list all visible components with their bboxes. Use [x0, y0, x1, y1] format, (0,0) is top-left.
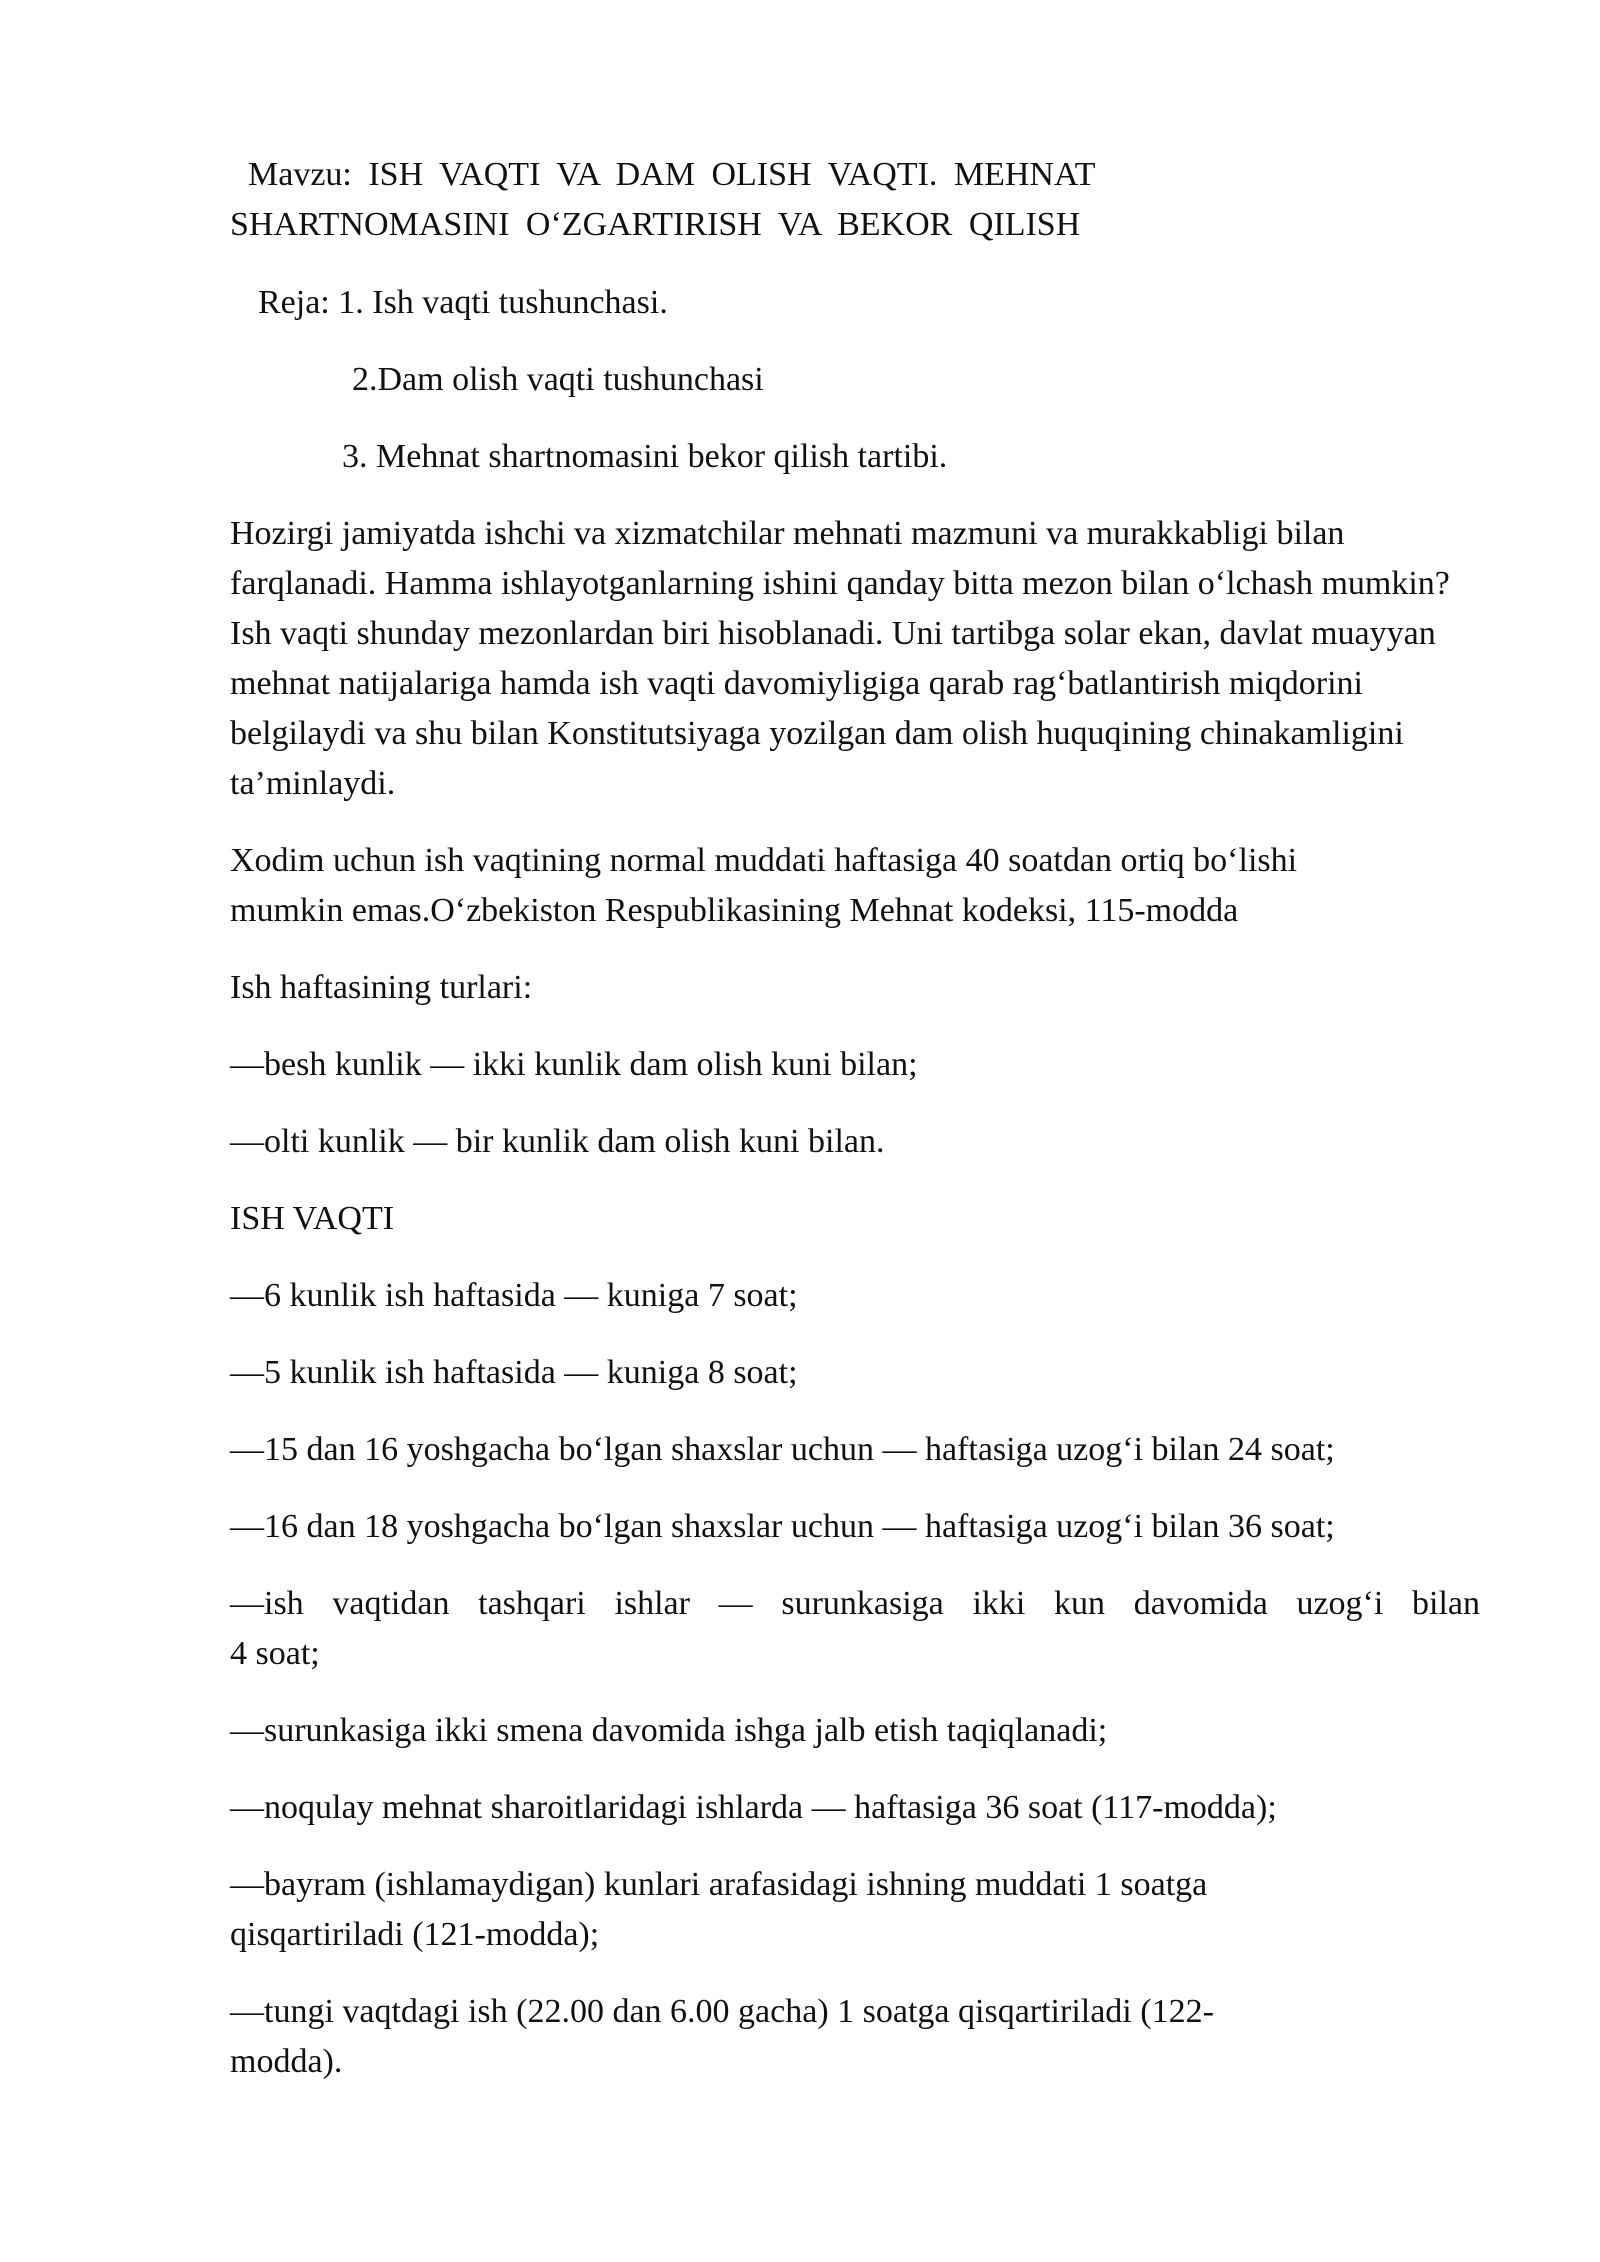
two-shifts-item: —surunkasiga ikki smena davomida ishga jalb etish taqiqlanadi; [230, 1712, 1108, 1749]
document-body [230, 150, 1480, 2114]
work-time-item: —16 dan 18 yoshgacha bo‘lgan shaxslar uchun — haftasiga uzog‘i bilan 36 soat; [230, 1508, 1335, 1545]
night-line-2: modda). [230, 2043, 343, 2080]
week-type-item: —besh kunlik — ikki kunlik dam olish kuni bilan; [230, 1046, 918, 1083]
title-line-2: SHARTNOMASINI O‘ZGARTIRISH VA BEKOR QILISH [230, 206, 1081, 243]
overtime-line-2: 4 soat; [230, 1635, 320, 1672]
title-line-1: Mavzu: ISH VAQTI VA DAM OLISH VAQTI. MEHNAT [248, 156, 1096, 193]
work-time-heading: ISH VAQTI [230, 1200, 395, 1237]
adverse-conditions-item: —noqulay mehnat sharoitlaridagi ishlarda — haftasiga 36 soat (117-modda); [230, 1789, 1277, 1826]
work-time-item: —5 kunlik ish haftasida — kuniga 8 soat; [230, 1354, 798, 1391]
normal-time-line-2: mumkin emas.O‘zbekiston Respublikasining Mehnat kodeksi, 115-modda [230, 892, 1239, 929]
holiday-line-1: —bayram (ishlamaydigan) kunlari arafasidagi ishning muddati 1 soatga [230, 1866, 1208, 1903]
overtime-item [230, 1579, 1480, 1679]
work-time-item: —15 dan 16 yoshgacha bo‘lgan shaxslar uchun — haftasiga uzog‘i bilan 24 soat; [230, 1431, 1335, 1468]
night-line-1: —tungi vaqtdagi ish (22.00 dan 6.00 gacha) 1 soatga qisqartiriladi (122- [230, 1993, 1214, 2030]
plan-item-2: 2.Dam olish vaqti tushunchasi [352, 361, 764, 398]
holiday-item [230, 1860, 1480, 1960]
plan-list [230, 278, 1480, 482]
holiday-line-2: qisqartiriladi (121-modda); [230, 1916, 600, 1953]
plan-item-3: 3. Mehnat shartnomasini bekor qilish tartibi. [342, 438, 948, 475]
week-type-item: —olti kunlik — bir kunlik dam olish kuni bilan. [230, 1123, 885, 1160]
overtime-line-1: —ish vaqtidan tashqari ishlar — surunkasiga ikki kun davomida uzog‘i bilan [230, 1585, 1480, 1622]
normal-time-paragraph [230, 836, 1480, 936]
work-time-item: —6 kunlik ish haftasida — kuniga 7 soat; [230, 1277, 798, 1314]
intro-paragraph: Hozirgi jamiyatda ishchi va xizmatchilar mehnati mazmuni va murakkabligi bilan farqlanadi. Hamma ishlayotganlarning ishini qanday bitta mezon bilan o‘lchash mumkin? Ish vaqti shunday mezonlardan biri hisoblanadi. Uni tartibga solar ekan, davlat muayyan mehnat natijalariga hamda ish vaqti davomiyligiga qarab rag‘batlantirish miqdorini belgilaydi va shu bilan Konstitutsiyaga yozilgan dam olish huquqining chinakamligini ta’minlaydi. [230, 515, 1450, 802]
normal-time-line-1: Xodim uchun ish vaqtining normal muddati haftasiga 40 soatdan ortiq bo‘lishi [230, 842, 1298, 879]
week-types-heading: Ish haftasining turlari: [230, 969, 533, 1006]
document-title [230, 150, 1480, 250]
night-work-item [230, 1987, 1480, 2087]
plan-item-1: Reja: 1. Ish vaqti tushunchasi. [258, 284, 668, 321]
